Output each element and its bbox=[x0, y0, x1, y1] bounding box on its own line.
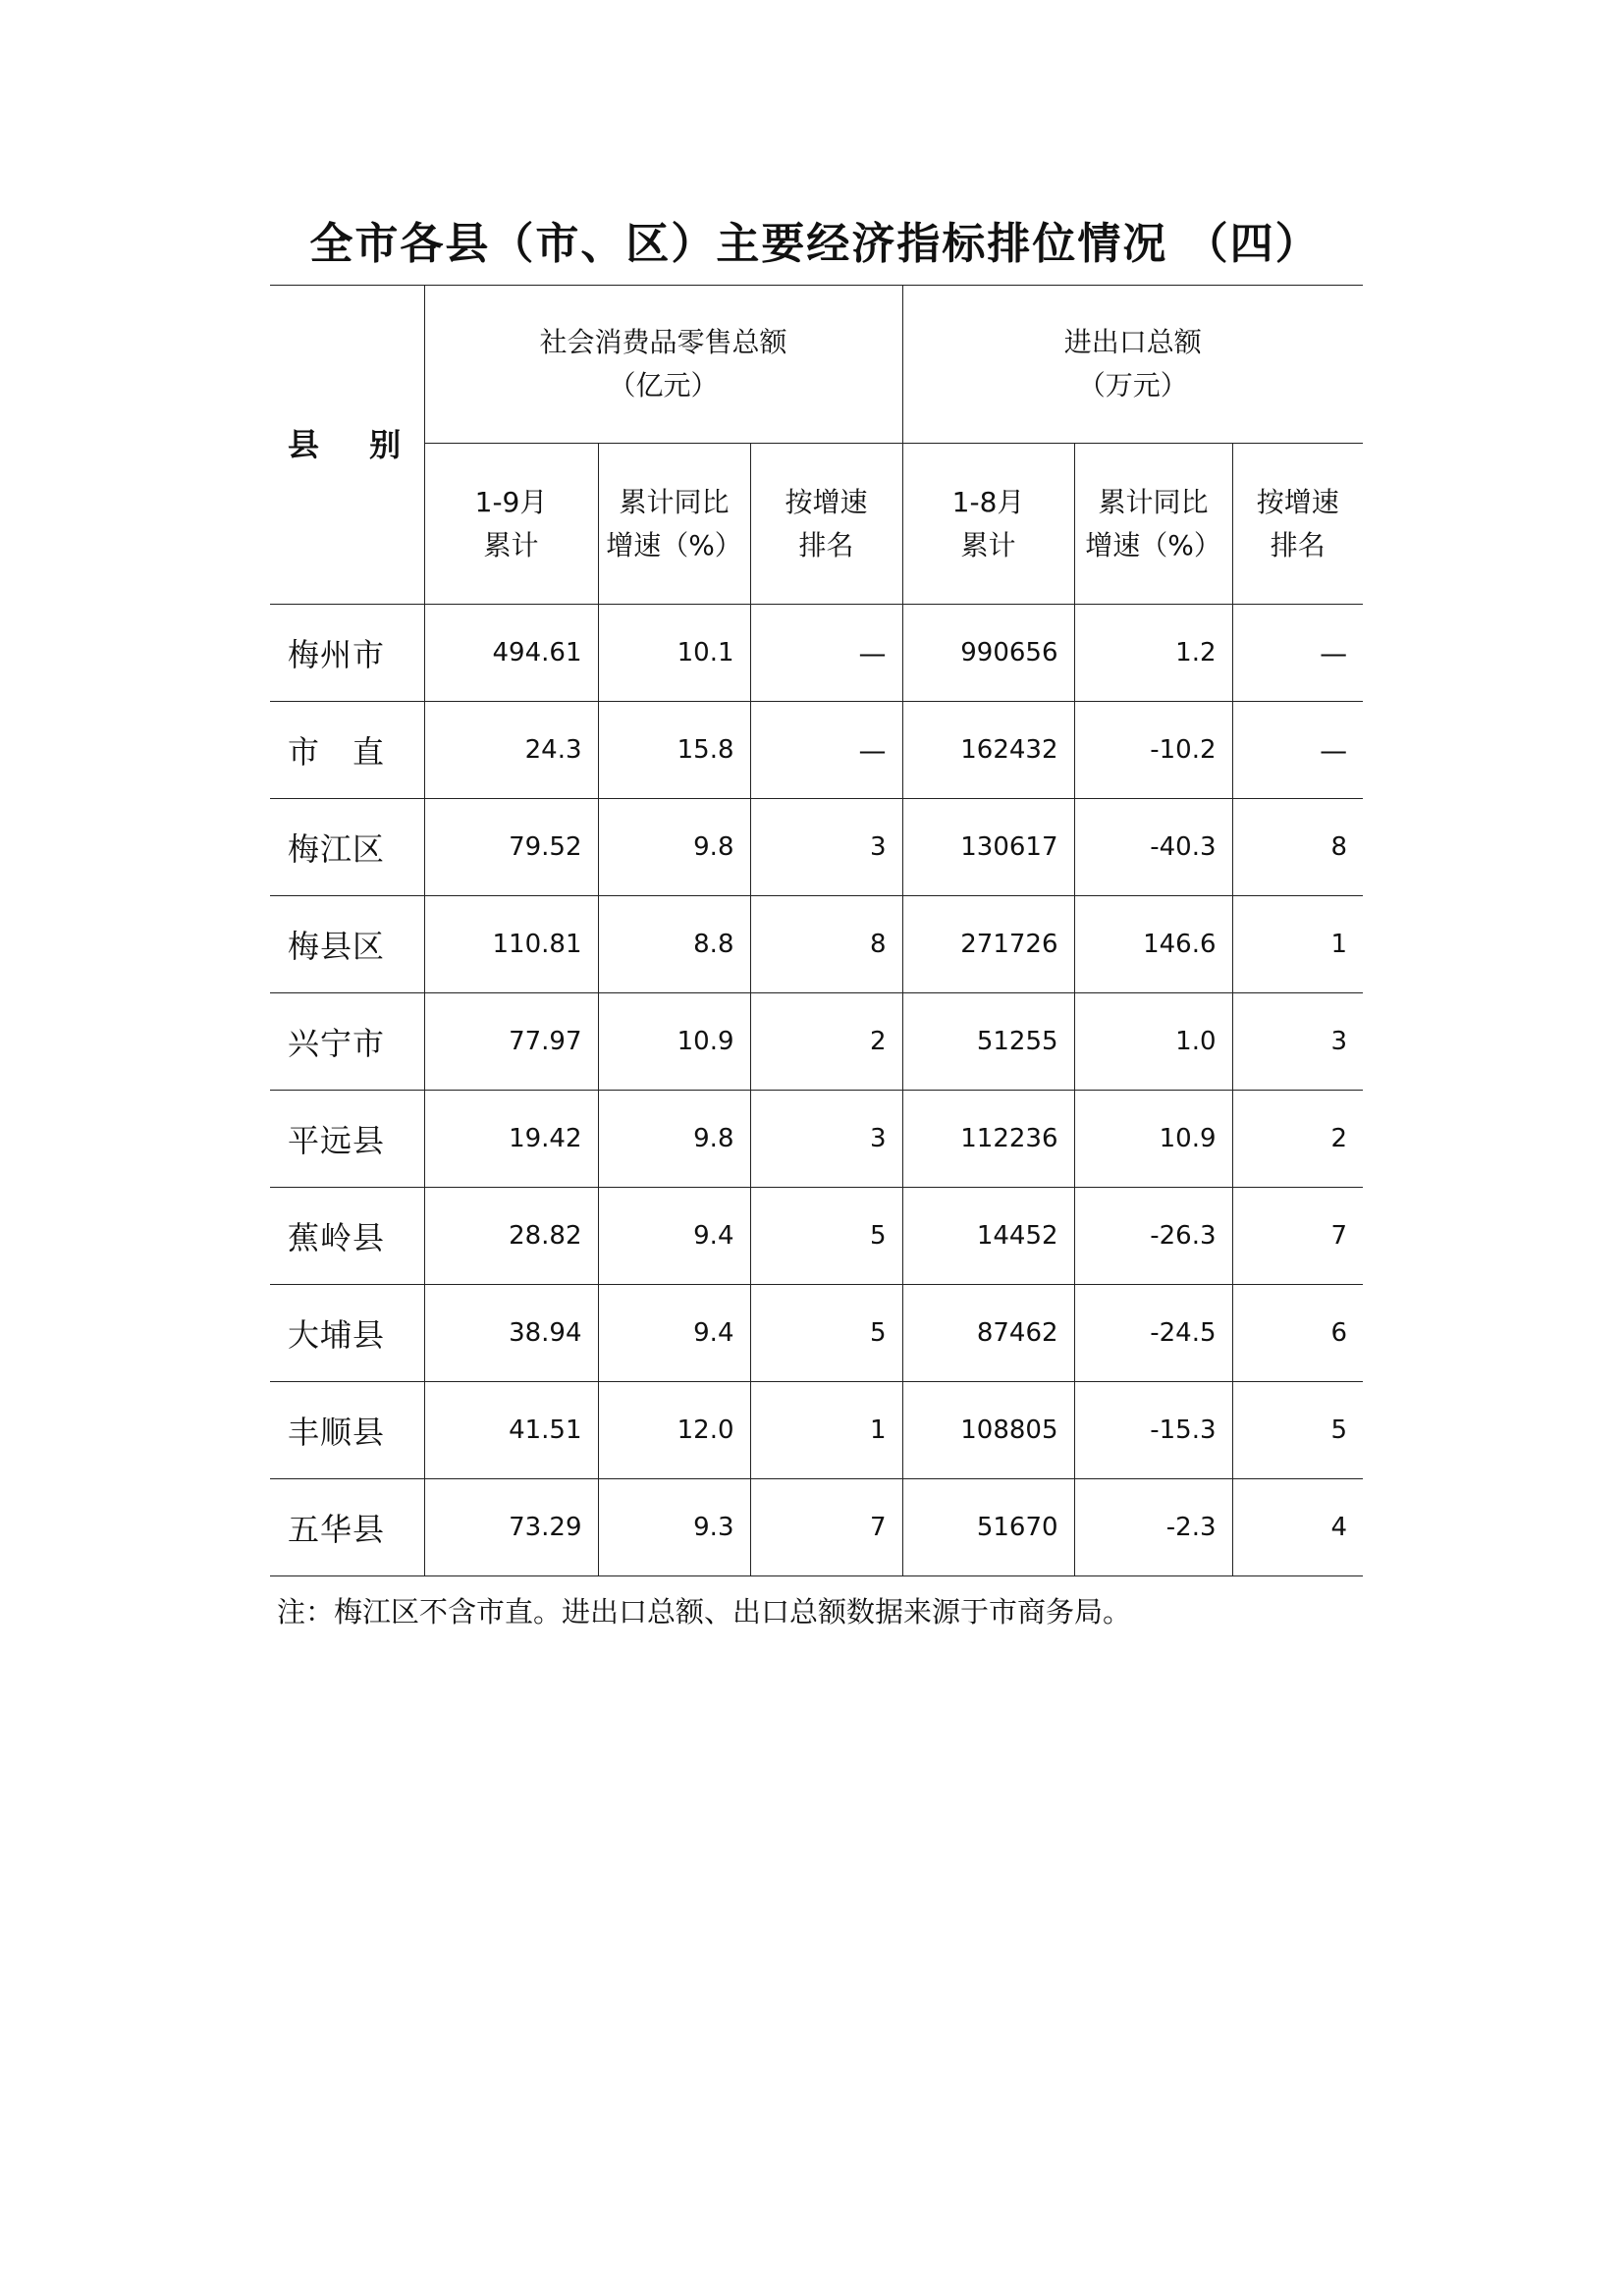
retail-rank: — bbox=[750, 702, 902, 799]
retail-value: 73.29 bbox=[424, 1479, 598, 1576]
trade-value: 51255 bbox=[902, 993, 1074, 1091]
retail-growth: 10.1 bbox=[598, 605, 750, 702]
retail-value: 79.52 bbox=[424, 799, 598, 896]
retail-growth: 15.8 bbox=[598, 702, 750, 799]
trade-rank: 4 bbox=[1232, 1479, 1363, 1576]
retail-rank: 5 bbox=[750, 1285, 902, 1382]
trade-value: 87462 bbox=[902, 1285, 1074, 1382]
retail-rank: 5 bbox=[750, 1188, 902, 1285]
trade-value: 51670 bbox=[902, 1479, 1074, 1576]
header-line: 按增速 bbox=[785, 485, 868, 518]
retail-rank: 1 bbox=[750, 1382, 902, 1479]
table-row bbox=[270, 1091, 1363, 1188]
retail-rank: 7 bbox=[750, 1479, 902, 1576]
trade-growth-header bbox=[1074, 444, 1232, 605]
retail-growth: 9.3 bbox=[598, 1479, 750, 1576]
header-line: 排名 bbox=[798, 528, 854, 561]
table-row bbox=[270, 993, 1363, 1091]
trade-group-unit: （万元） bbox=[1077, 369, 1188, 401]
table-row bbox=[270, 896, 1363, 993]
county-name: 市 直 bbox=[270, 702, 424, 799]
indicator-table bbox=[270, 285, 1363, 1576]
retail-growth: 9.4 bbox=[598, 1188, 750, 1285]
retail-growth: 10.9 bbox=[598, 993, 750, 1091]
retail-value: 19.42 bbox=[424, 1091, 598, 1188]
trade-group-title: 进出口总额 bbox=[1063, 326, 1202, 358]
retail-rank: 2 bbox=[750, 993, 902, 1091]
retail-growth-header bbox=[598, 444, 750, 605]
table-row bbox=[270, 1479, 1363, 1576]
header-line: 累计 bbox=[960, 528, 1016, 561]
retail-growth: 9.8 bbox=[598, 1091, 750, 1188]
table-row bbox=[270, 1382, 1363, 1479]
trade-rank-header bbox=[1232, 444, 1363, 605]
retail-growth: 9.4 bbox=[598, 1285, 750, 1382]
trade-rank: — bbox=[1232, 702, 1363, 799]
trade-rank: 7 bbox=[1232, 1188, 1363, 1285]
trade-value: 990656 bbox=[902, 605, 1074, 702]
trade-growth: -15.3 bbox=[1074, 1382, 1232, 1479]
trade-growth: 146.6 bbox=[1074, 896, 1232, 993]
trade-value: 271726 bbox=[902, 896, 1074, 993]
county-name: 丰顺县 bbox=[270, 1382, 424, 1479]
footnote: 注：梅江区不含市直。进出口总额、出口总额数据来源于市商务局。 bbox=[277, 1595, 1132, 1629]
header-line: 1-9月 bbox=[474, 485, 548, 518]
trade-rank: 3 bbox=[1232, 993, 1363, 1091]
header-line: 增速（%） bbox=[606, 528, 742, 561]
trade-value: 14452 bbox=[902, 1188, 1074, 1285]
trade-value: 162432 bbox=[902, 702, 1074, 799]
retail-value: 38.94 bbox=[424, 1285, 598, 1382]
retail-growth: 12.0 bbox=[598, 1382, 750, 1479]
trade-growth: -24.5 bbox=[1074, 1285, 1232, 1382]
retail-group-header bbox=[424, 286, 902, 444]
header-line: 增速（%） bbox=[1085, 528, 1221, 561]
trade-rank: 5 bbox=[1232, 1382, 1363, 1479]
trade-rank: — bbox=[1232, 605, 1363, 702]
county-header: 县 别 bbox=[270, 286, 424, 605]
retail-value: 41.51 bbox=[424, 1382, 598, 1479]
page-title: 全市各县（市、区）主要经济指标排位情况 （四） bbox=[309, 219, 1321, 269]
retail-rank-header bbox=[750, 444, 902, 605]
retail-rank: — bbox=[750, 605, 902, 702]
retail-rank: 8 bbox=[750, 896, 902, 993]
county-name: 梅江区 bbox=[270, 799, 424, 896]
retail-cumulative-header bbox=[424, 444, 598, 605]
retail-value: 110.81 bbox=[424, 896, 598, 993]
trade-value: 130617 bbox=[902, 799, 1074, 896]
trade-group-header bbox=[902, 286, 1363, 444]
retail-value: 24.3 bbox=[424, 702, 598, 799]
header-line: 1-8月 bbox=[951, 485, 1025, 518]
header-line: 按增速 bbox=[1256, 485, 1339, 518]
county-name: 梅县区 bbox=[270, 896, 424, 993]
trade-growth: 1.0 bbox=[1074, 993, 1232, 1091]
retail-group-title: 社会消费品零售总额 bbox=[539, 326, 787, 358]
trade-growth: -40.3 bbox=[1074, 799, 1232, 896]
trade-growth: -26.3 bbox=[1074, 1188, 1232, 1285]
trade-rank: 8 bbox=[1232, 799, 1363, 896]
trade-rank: 1 bbox=[1232, 896, 1363, 993]
retail-group-unit: （亿元） bbox=[608, 369, 719, 401]
county-name: 平远县 bbox=[270, 1091, 424, 1188]
header-line: 累计同比 bbox=[1098, 485, 1209, 518]
county-name: 大埔县 bbox=[270, 1285, 424, 1382]
header-line: 排名 bbox=[1270, 528, 1326, 561]
trade-growth: 1.2 bbox=[1074, 605, 1232, 702]
trade-rank: 2 bbox=[1232, 1091, 1363, 1188]
header-line: 累计 bbox=[483, 528, 539, 561]
retail-value: 494.61 bbox=[424, 605, 598, 702]
table-row bbox=[270, 799, 1363, 896]
trade-value: 112236 bbox=[902, 1091, 1074, 1188]
trade-growth: -2.3 bbox=[1074, 1479, 1232, 1576]
retail-value: 77.97 bbox=[424, 993, 598, 1091]
trade-growth: 10.9 bbox=[1074, 1091, 1232, 1188]
retail-growth: 9.8 bbox=[598, 799, 750, 896]
table-row bbox=[270, 1285, 1363, 1382]
county-name: 兴宁市 bbox=[270, 993, 424, 1091]
table-row bbox=[270, 1188, 1363, 1285]
trade-rank: 6 bbox=[1232, 1285, 1363, 1382]
trade-growth: -10.2 bbox=[1074, 702, 1232, 799]
county-name: 五华县 bbox=[270, 1479, 424, 1576]
header-line: 累计同比 bbox=[619, 485, 730, 518]
table-row bbox=[270, 702, 1363, 799]
table-row bbox=[270, 605, 1363, 702]
retail-rank: 3 bbox=[750, 1091, 902, 1188]
trade-value: 108805 bbox=[902, 1382, 1074, 1479]
retail-value: 28.82 bbox=[424, 1188, 598, 1285]
retail-rank: 3 bbox=[750, 799, 902, 896]
county-name: 蕉岭县 bbox=[270, 1188, 424, 1285]
trade-cumulative-header bbox=[902, 444, 1074, 605]
retail-growth: 8.8 bbox=[598, 896, 750, 993]
county-name: 梅州市 bbox=[270, 605, 424, 702]
